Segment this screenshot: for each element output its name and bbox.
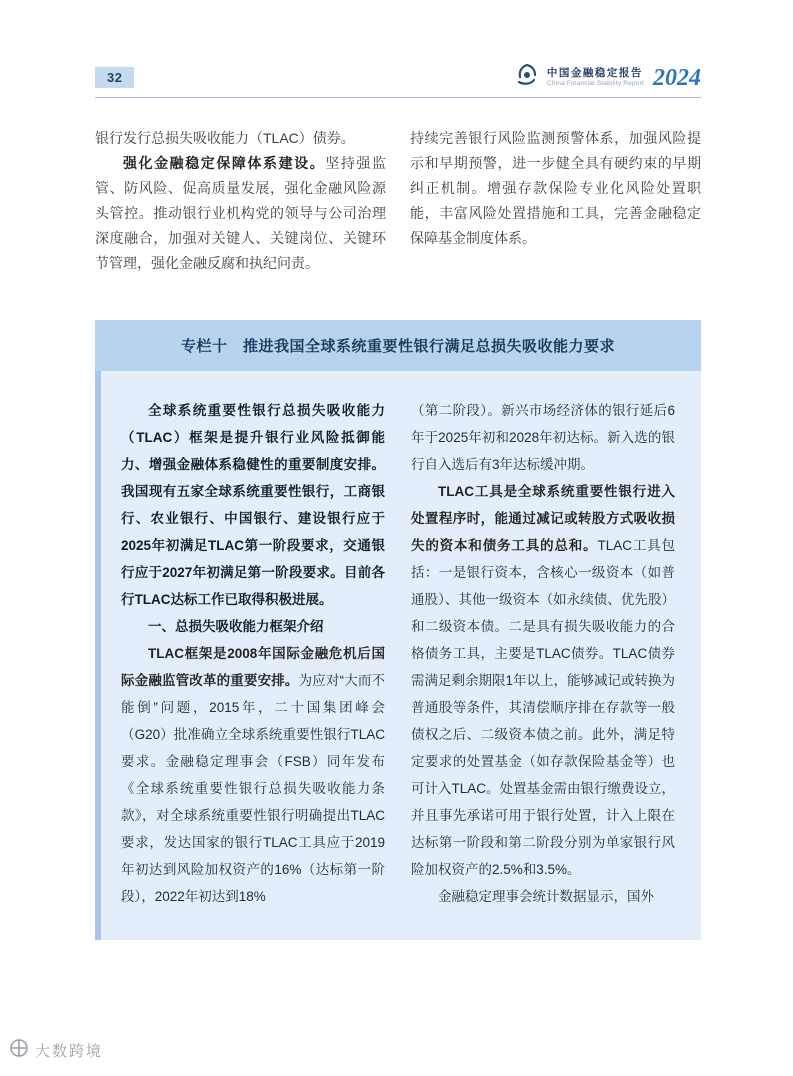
paragraph-lead: 强化金融稳定保障体系建设。 bbox=[123, 155, 326, 171]
page-number: 32 bbox=[95, 67, 134, 88]
intro-left-column bbox=[95, 126, 386, 276]
intro-paragraph: 持续完善银行风险监测预警体系，加强风险提示和早期预警，进一步健全具有硬约束的早期纠正机制。增强存款保险专业化风险处置职能，丰富风险处置措施和工具，完善金融稳定保障基金制度体系。 bbox=[410, 130, 701, 246]
box-paragraph bbox=[121, 640, 385, 910]
paragraph-lead: TLAC框架是2008年国际金融危机后国际金融监管改革的重要安排。 bbox=[121, 646, 385, 688]
intro-paragraph: 银行发行总损失吸收能力（TLAC）债券。 bbox=[95, 130, 355, 146]
paragraph-body: 为应对“大而不能倒”问题，2015年，二十国集团峰会（G20）批准确立全球系统重要性银行TLAC要求。金融稳定理事会（FSB）同年发布《全球系统重要性银行总损失吸收能力条款》，对全球系统重要性银行明确提出TLAC要求，发达国家的银行TLAC工具应于2019年初达到风险加权资产的16%（达标第一阶段），2022年初达到18% bbox=[121, 673, 386, 904]
report-brand bbox=[514, 62, 701, 93]
brand-year: 2024 bbox=[653, 64, 701, 91]
box-paragraph: （第二阶段）。新兴市场经济体的银行延后6年于2025年初和2028年初达标。新入选的银行自入选后有3年达标缓冲期。 bbox=[411, 403, 675, 472]
intro-section bbox=[95, 126, 701, 276]
box-abstract-paragraph: 全球系统重要性银行总损失吸收能力（TLAC）框架是提升银行业风险抵御能力、增强金融体系稳健性的重要制度安排。我国现有五家全球系统重要性银行，工商银行、农业银行、中国银行、建设银行应于2025年初满足TLAC第一阶段要求，交通银行应于2027年初满足第一阶段要求。目前各行TLAC达标工作已取得积极进展。 bbox=[121, 403, 385, 607]
paragraph-lead: TLAC工具是全球系统重要性银行进入处置程序时，能通过减记或转股方式吸收损失的资本和债务工具的总和。 bbox=[411, 484, 675, 553]
brand-logo-icon bbox=[514, 62, 540, 93]
box-paragraph: 金融稳定理事会统计数据显示，国外 bbox=[438, 889, 654, 904]
paragraph-body: TLAC工具包括：一是银行资本，含核心一级资本（如普通股）、其他一级资本（如永续债、优先股）和二级资本债。二是具有损失吸收能力的合格债务工具，主要是TLAC债券。TLAC债券需满足剩余期限1年以上，能够减记或转换为普通股等条件，其清偿顺序排在存款等一般债权之后、二级资本债之前。此外，满足特定要求的处置基金（如存款保险基金等）也可计入TLAC。处置基金需由银行缴费设立，并且事先承诺可用于银行处置，计入上限在达标第一阶段和第二阶段分别为单家银行风险加权资产的2.5%和3.5%。 bbox=[411, 538, 676, 877]
paragraph-body: 坚持强监管、防风险、促高质量发展，强化金融风险源头管控。推动银行业机构党的领导与公司治理深度融合，加强对关键人、关键岗位、关键环节管理，强化金融反腐和执纪问责。 bbox=[95, 155, 386, 271]
box-paragraph bbox=[411, 478, 675, 883]
box-title: 专栏十 推进我国全球系统重要性银行满足总损失吸收能力要求 bbox=[95, 320, 701, 371]
brand-title-en: China Financial Stability Report bbox=[546, 79, 644, 87]
box-section-heading: 一、总损失吸收能力框架介绍 bbox=[148, 619, 324, 634]
watermark bbox=[8, 1037, 103, 1064]
box-ten bbox=[95, 320, 701, 940]
intro-right-column bbox=[410, 126, 701, 276]
watermark-logo-icon bbox=[8, 1037, 30, 1064]
box-body bbox=[95, 371, 701, 940]
watermark-label: 大数跨境 bbox=[35, 1043, 104, 1060]
box-right-column bbox=[411, 397, 675, 910]
brand-titles bbox=[547, 67, 644, 87]
brand-title-cn: 中国金融稳定报告 bbox=[546, 67, 643, 80]
intro-paragraph bbox=[95, 151, 386, 276]
page-header bbox=[95, 58, 701, 98]
box-left-column bbox=[121, 397, 385, 910]
